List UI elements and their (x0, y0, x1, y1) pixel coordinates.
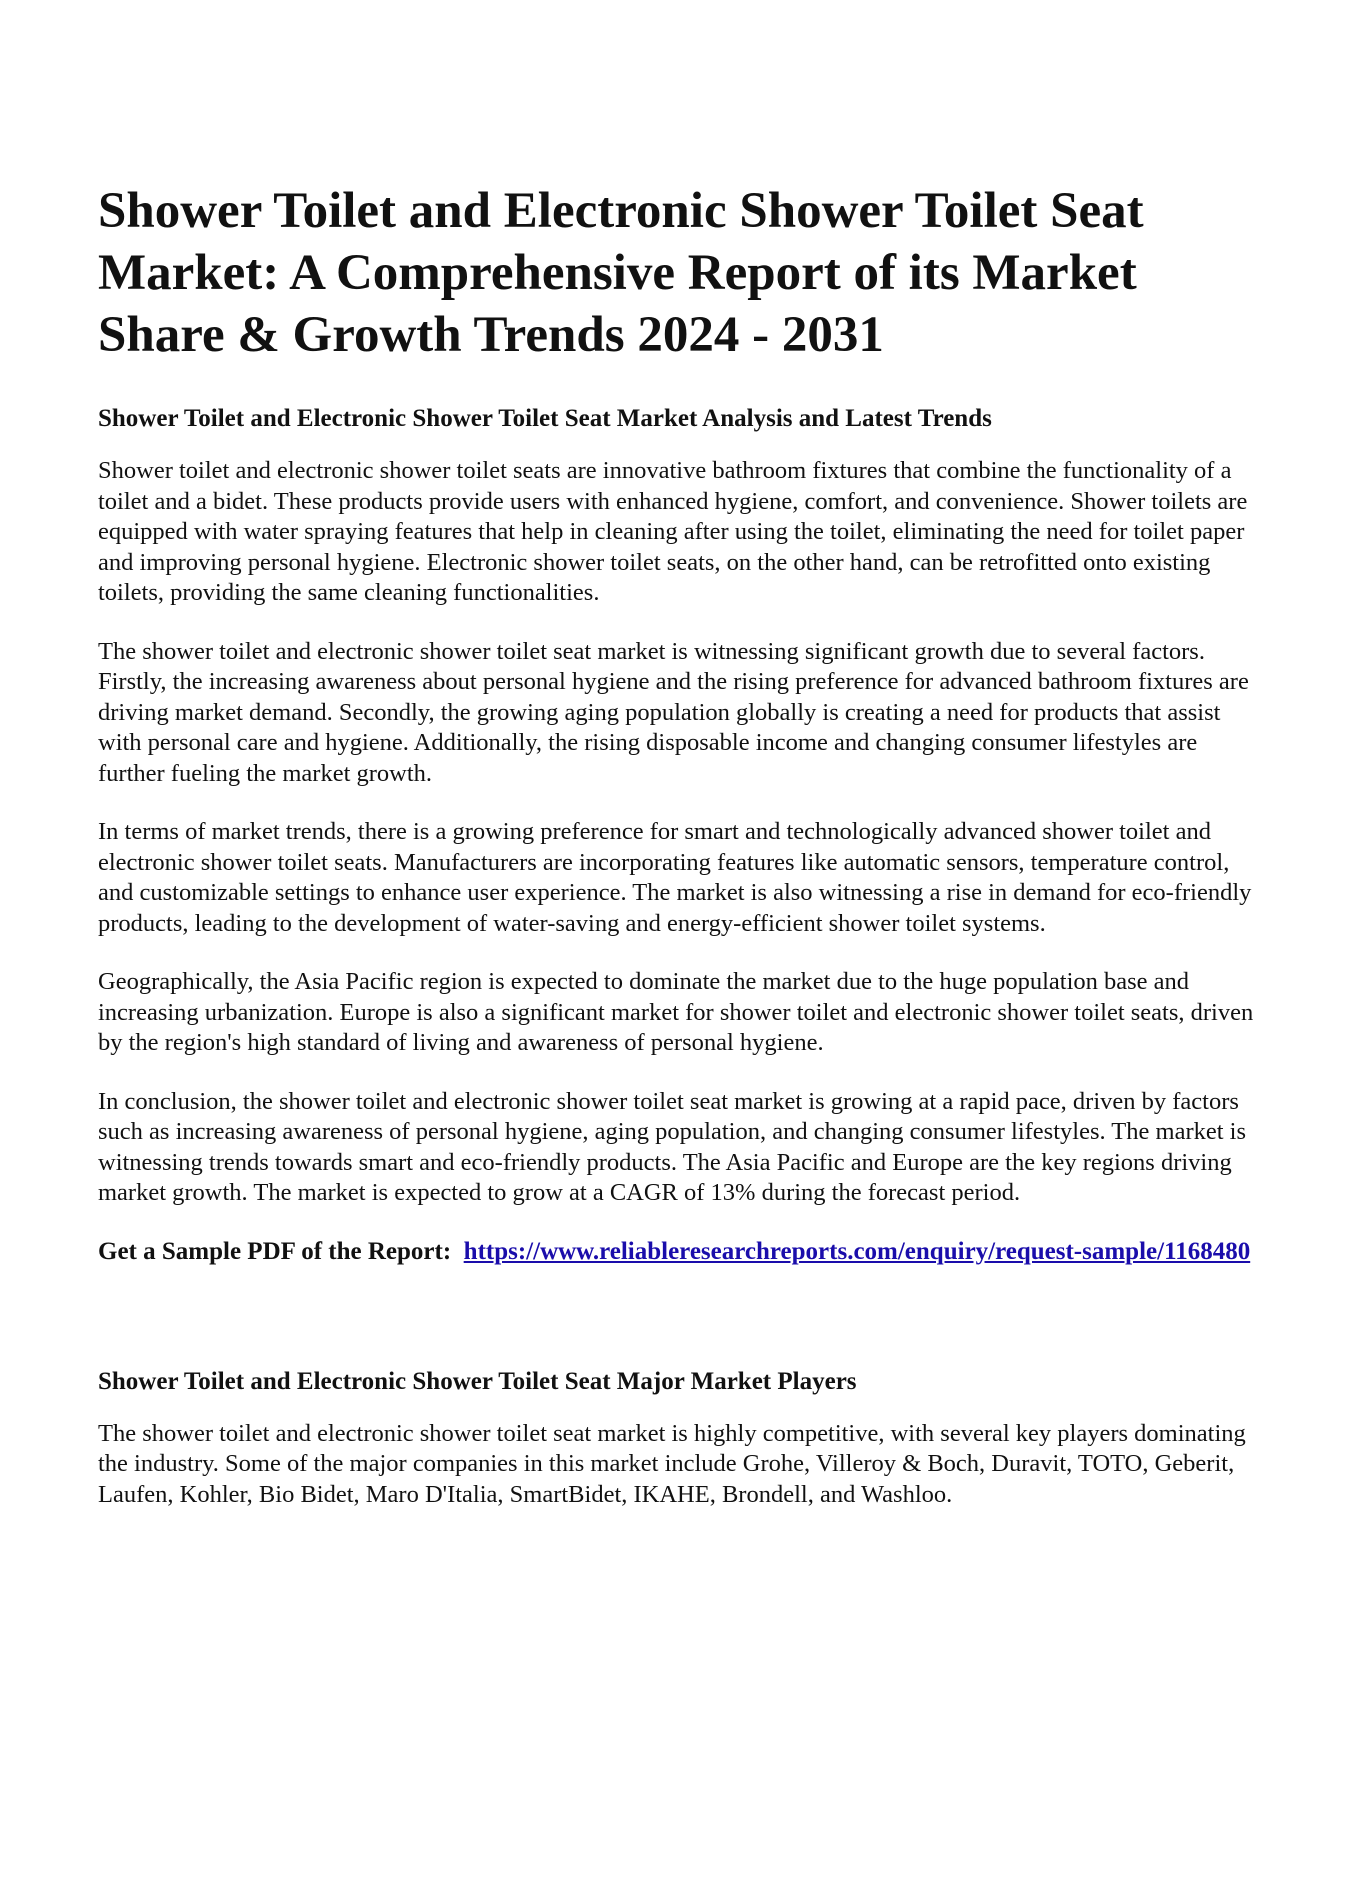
sample-pdf-link[interactable]: https://www.reliableresearchreports.com/enquiry/request-sample/1168480 (463, 1237, 1251, 1265)
analysis-paragraph-2: The shower toilet and electronic shower toilet seat market is witnessing significant growth due to several factors. Firstly, the increasing awareness about personal hygiene and the rising preference for advanced bathroom fixtures are driving market demand. Secondly, the growing aging population globally is creating a need for products that assist with personal care and hygiene. Additionally, the rising disposable income and changing consumer lifestyles are further fueling the market growth. (98, 637, 1249, 787)
document-page (98, 180, 1258, 1538)
sample-pdf-label: Get a Sample PDF of the Report: (98, 1237, 452, 1265)
analysis-heading: Shower Toilet and Electronic Shower Toilet Seat Market Analysis and Latest Trends (98, 405, 992, 432)
page-title: Shower Toilet and Electronic Shower Toilet Seat Market: A Comprehensive Report of its Market Share & Growth Trends 2024 - 2031 (98, 183, 1144, 363)
players-section (98, 1367, 1258, 1511)
analysis-section (98, 404, 1258, 1209)
spacer (98, 1267, 1258, 1367)
analysis-paragraph-1: Shower toilet and electronic shower toilet seats are innovative bathroom fixtures that combine the functionality of a toilet and a bidet. These products provide users with enhanced hygiene, comfort, and convenience. Shower toilets are equipped with water spraying features that help in cleaning after using the toilet, eliminating the need for toilet paper and improving personal hygiene. Electronic shower toilet seats, on the other hand, can be retrofitted onto existing toilets, providing the same cleaning functionalities. (98, 457, 1248, 606)
players-paragraph: The shower toilet and electronic shower toilet seat market is highly competitive, with several key players dominating the industry. Some of the major companies in this market include Grohe, Villeroy & Boch, Duravit, TOTO, Geberit, Laufen, Kohler, Bio Bidet, Maro D'Italia, SmartBidet, IKAHE, Brondell, and Washloo. (98, 1419, 1246, 1508)
analysis-paragraph-4: Geographically, the Asia Pacific region is expected to dominate the market due to the huge population base and increasing urbanization. Europe is also a significant market for shower toilet and electronic shower toilet seats, driven by the region's high standard of living and awareness of personal hygiene. (98, 968, 1254, 1056)
analysis-paragraph-3: In terms of market trends, there is a growing preference for smart and technologically advanced shower toilet and electronic shower toilet seats. Manufacturers are incorporating features like automatic sensors, temperature control, and customizable settings to enhance user experience. The market is also witnessing a rise in demand for eco-friendly products, leading to the development of water-saving and energy-efficient shower toilet systems. (98, 818, 1252, 937)
players-heading: Shower Toilet and Electronic Shower Toilet Seat Major Market Players (98, 1367, 857, 1395)
sample-pdf-line (98, 1237, 1258, 1267)
analysis-paragraph-5: In conclusion, the shower toilet and electronic shower toilet seat market is growing at a rapid pace, driven by factors such as increasing awareness of personal hygiene, aging population, and changing consumer lifestyles. The market is witnessing trends towards smart and eco-friendly products. The Asia Pacific and Europe are the key regions driving market growth. The market is expected to grow at a CAGR of 13% during the forecast period. (98, 1087, 1246, 1206)
